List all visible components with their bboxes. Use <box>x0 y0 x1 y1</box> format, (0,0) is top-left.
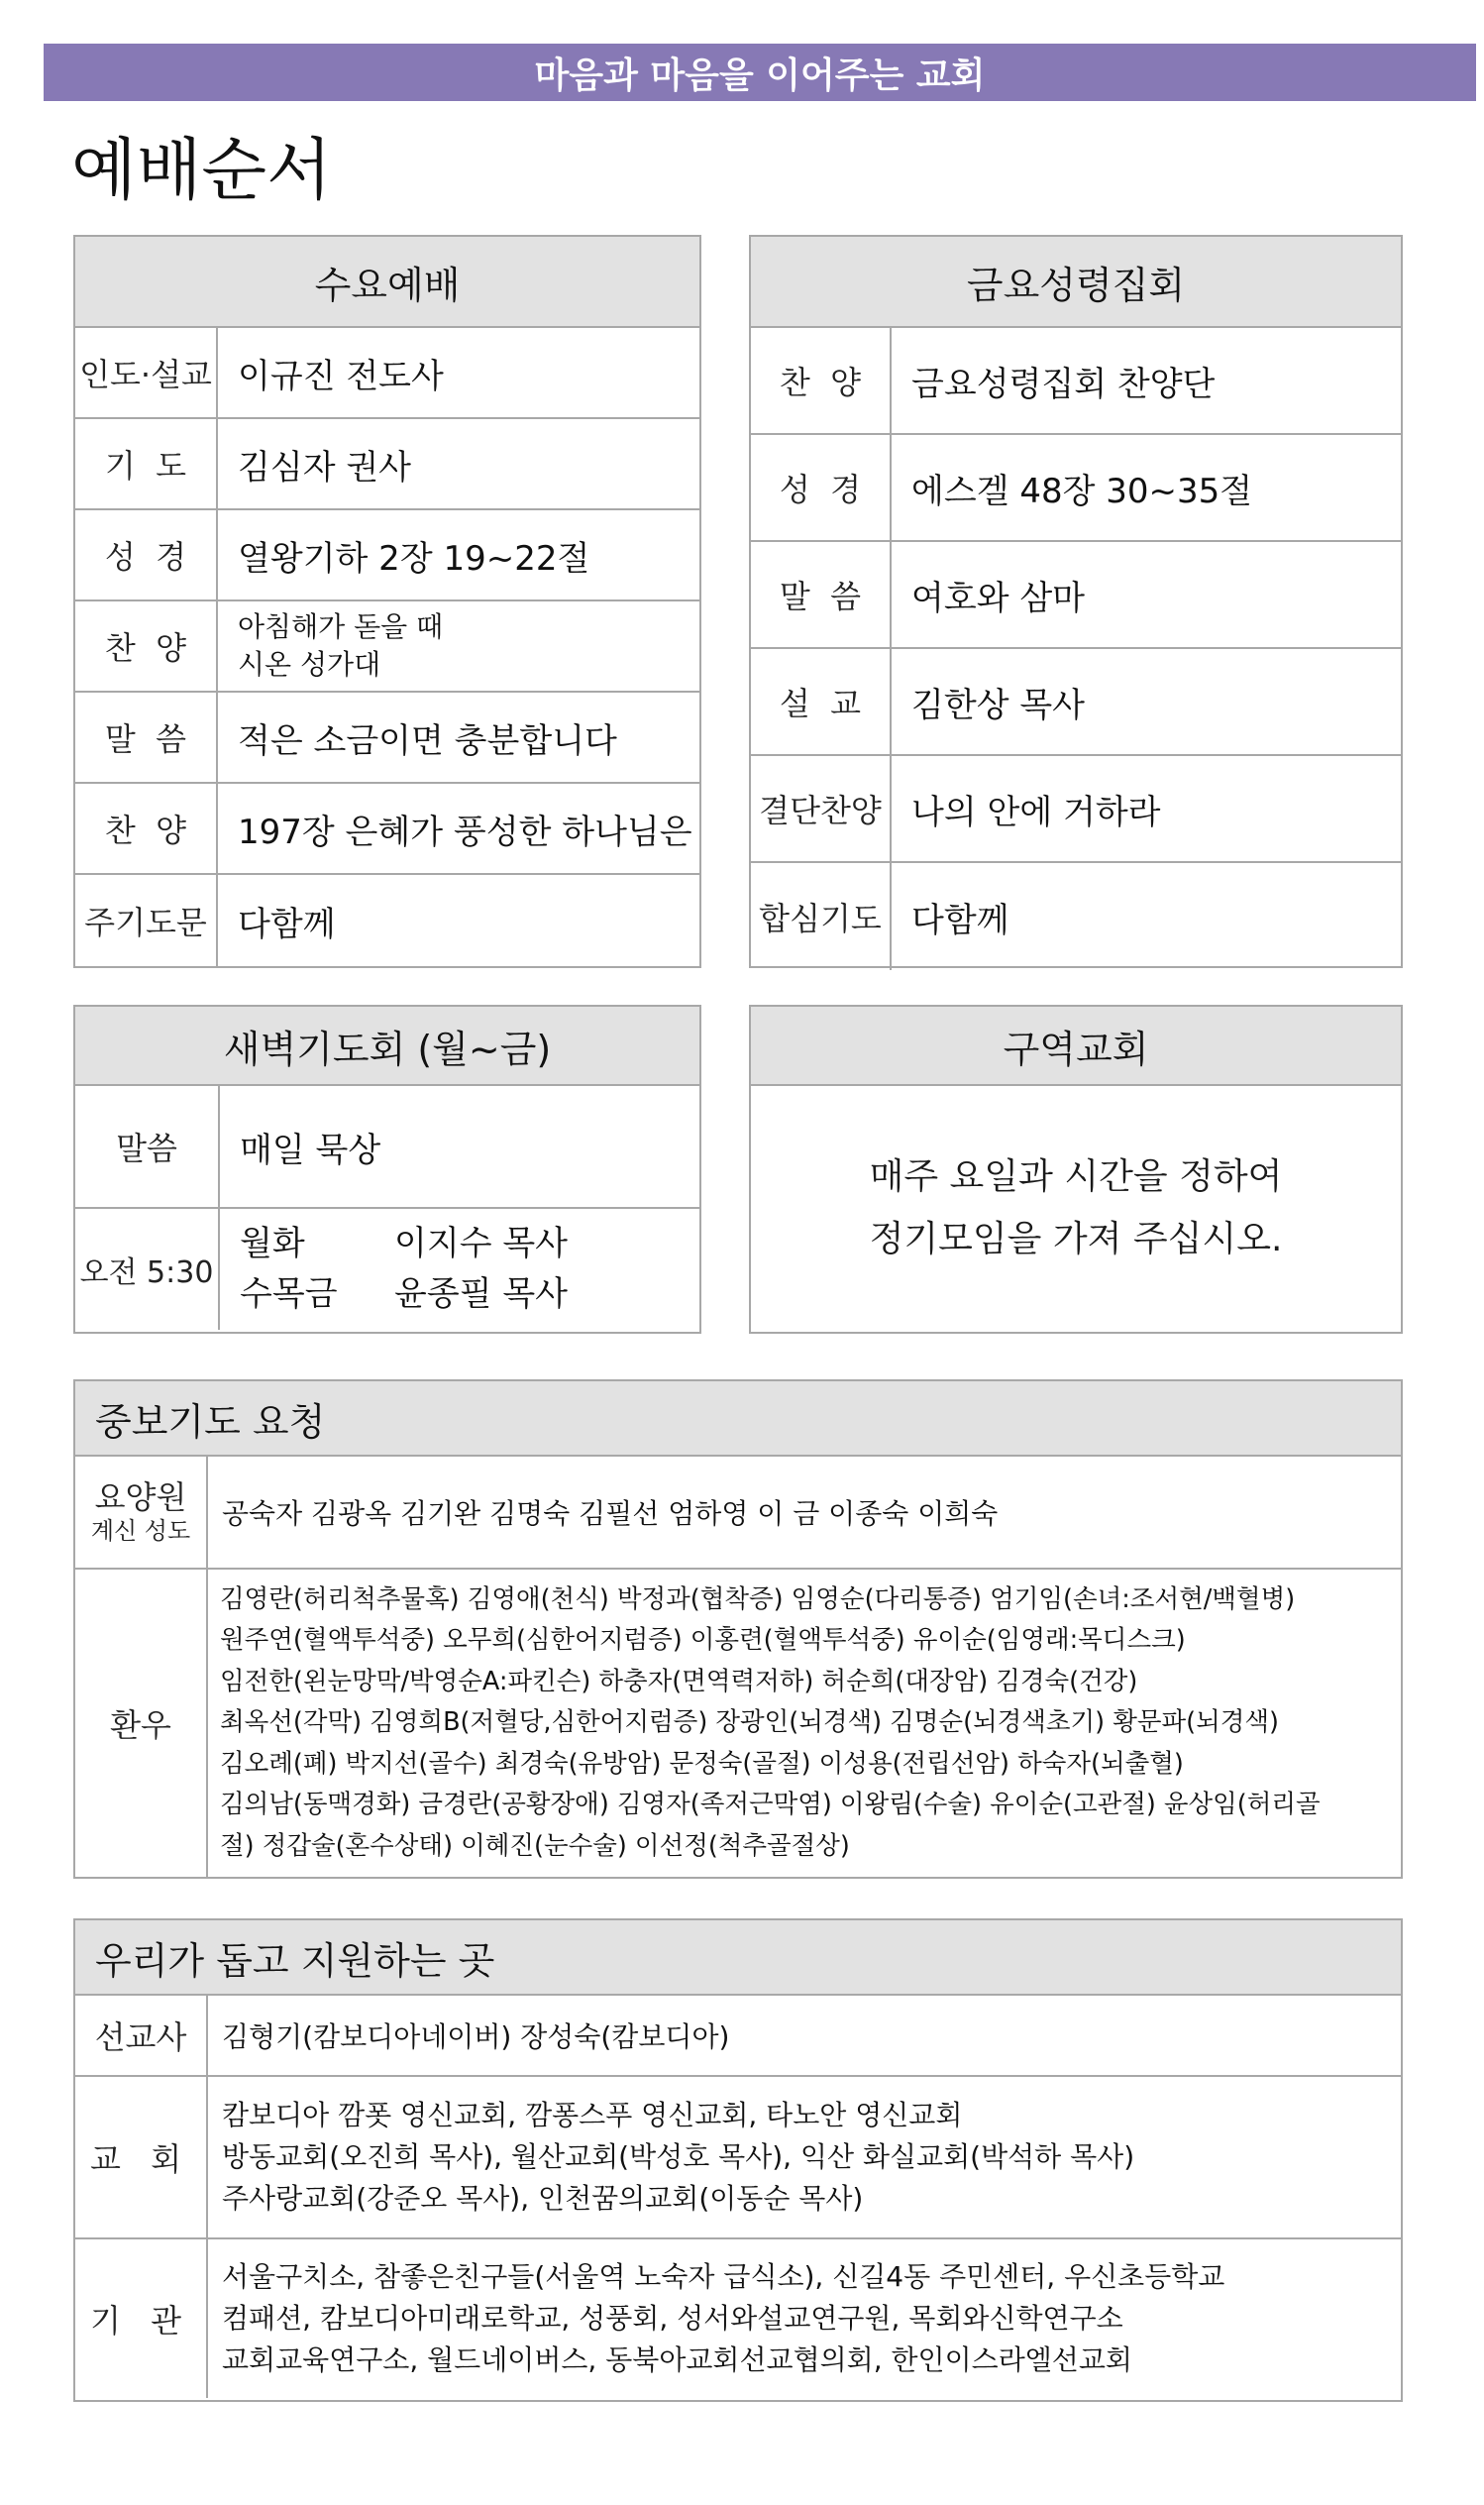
nursing-names: 공숙자 김광옥 김기완 김명숙 김필선 엄하영 이 금 이종숙 이희숙 <box>222 1497 999 1530</box>
service-row-value: 에스겔 48장 30~35절 <box>911 471 1253 511</box>
nursing-label-main: 요양원 <box>94 1478 187 1517</box>
service-row-label: 찬 양 <box>751 328 892 433</box>
wednesday-service-box <box>73 235 701 968</box>
church-row <box>75 2077 1401 2239</box>
service-row-label: 말 씀 <box>75 693 218 782</box>
friday-service-box <box>749 235 1403 968</box>
dawn-days: 월화 <box>240 1224 305 1263</box>
nursing-label-sub: 계신 성도 <box>90 1516 191 1545</box>
service-row-label: 말 씀 <box>751 542 892 647</box>
service-row-value: 197장 은혜가 풍성한 하나님은 <box>238 812 692 852</box>
service-row <box>75 419 699 510</box>
dawn-word-row <box>75 1086 699 1209</box>
service-row <box>751 542 1401 649</box>
patients-list <box>208 1570 1330 1877</box>
service-row <box>75 693 699 784</box>
dawn-leader: 이지수 목사 <box>394 1224 569 1263</box>
dawn-leader: 윤종필 목사 <box>394 1274 569 1314</box>
dawn-time-row <box>75 1209 699 1330</box>
prayer-title: 중보기도 요청 <box>75 1381 1401 1457</box>
page-title: 예배순서 <box>71 132 332 210</box>
dawn-schedule-row <box>240 1269 568 1320</box>
dawn-prayer-box <box>73 1005 701 1334</box>
service-row-label: 성 경 <box>751 435 892 540</box>
service-row-value: 열왕기하 2장 19~22절 <box>238 538 590 579</box>
org-row <box>75 2239 1401 2398</box>
missionary-value: 김형기(캄보디아네이버) 장성숙(캄보디아) <box>222 2020 730 2053</box>
support-title: 우리가 돕고 지원하는 곳 <box>75 1920 1401 1996</box>
friday-title: 금요성령집회 <box>751 237 1401 328</box>
text-line: 절) 정갑술(혼수상태) 이혜진(눈수술) 이선정(척추골절상) <box>220 1830 850 1861</box>
service-row-label: 합심기도 <box>751 863 892 970</box>
text-line: 컴패션, 캄보디아미래로학교, 성풍회, 성서와설교연구원, 목회와신학연구소 <box>222 2302 1123 2335</box>
service-row <box>75 328 699 419</box>
church-label: 교 회 <box>75 2077 208 2237</box>
service-row-value: 다함께 <box>911 900 1009 940</box>
text-line: 주사랑교회(강준오 목사), 인천꿈의교회(이동순 목사) <box>222 2182 864 2215</box>
dawn-schedule <box>220 1209 568 1330</box>
service-row <box>75 875 699 966</box>
service-row-label: 찬 양 <box>75 784 218 873</box>
text-line: 방동교회(오진희 목사), 월산교회(박성호 목사), 익산 화실교회(박석하 목사) <box>222 2140 1135 2173</box>
text-line: 김오례(폐) 박지선(골수) 최경숙(유방암) 문정숙(골절) 이성용(전립선암) 하숙자(뇌출혈) <box>220 1748 1184 1779</box>
text-line: 임전한(왼눈망막/박영순A:파킨슨) 하충자(면역력저하) 허순희(대장암) 김경숙(건강) <box>220 1666 1138 1696</box>
nursing-label <box>75 1457 208 1568</box>
service-row <box>751 649 1401 756</box>
service-row <box>751 435 1401 542</box>
service-row-value: 나의 안에 거하라 <box>911 792 1161 832</box>
dawn-time-label: 오전 5:30 <box>75 1209 220 1330</box>
prayer-request-box <box>73 1379 1403 1879</box>
text-line: 원주연(혈액투석중) 오무희(심한어지럼증) 이홍련(혈액투석중) 유이순(임영래:목디스크) <box>220 1625 1186 1656</box>
dawn-days: 수목금 <box>240 1274 338 1314</box>
missionary-row <box>75 1996 1401 2077</box>
service-row <box>75 510 699 601</box>
service-row-value-line: 시온 성가대 <box>238 648 381 681</box>
wednesday-title: 수요예배 <box>75 237 699 328</box>
service-row-value: 금요성령집회 찬양단 <box>911 364 1216 404</box>
dawn-word-label: 말씀 <box>75 1086 220 1207</box>
district-church-box <box>749 1005 1403 1334</box>
service-row-label: 찬 양 <box>75 601 218 691</box>
org-list <box>208 2239 1224 2398</box>
district-line: 정기모임을 가져 주십시오. <box>869 1219 1283 1259</box>
service-row-value: 다함께 <box>238 904 336 944</box>
text-line: 서울구치소, 참좋은친구들(서울역 노숙자 급식소), 신길4동 주민센터, 우신초등학교 <box>222 2260 1225 2293</box>
service-row-value: 여호와 삼마 <box>911 578 1086 618</box>
church-list <box>208 2077 1134 2237</box>
dawn-word-value: 매일 묵상 <box>240 1130 381 1170</box>
service-row-label: 성 경 <box>75 510 218 599</box>
service-row-label: 결단찬양 <box>751 756 892 861</box>
org-label: 기 관 <box>75 2239 208 2398</box>
service-row <box>751 328 1401 435</box>
missionary-label: 선교사 <box>75 1996 208 2075</box>
service-row-value: 이규진 전도사 <box>238 356 444 396</box>
service-row-value: 김한상 목사 <box>911 685 1086 725</box>
dawn-title: 새벽기도회 (월~금) <box>75 1007 699 1086</box>
text-line: 교회교육연구소, 월드네이버스, 동북아교회선교협의회, 한인이스라엘선교회 <box>222 2343 1132 2376</box>
text-line: 김영란(허리척추물혹) 김영애(천식) 박정과(협착증) 임영순(다리통증) 엄기임(손녀:조서현/백혈병) <box>220 1583 1296 1614</box>
text-line: 김의남(동맥경화) 금경란(공황장애) 김영자(족저근막염) 이왕림(수술) 유이순(고관절) 윤상임(허리골 <box>220 1790 1321 1820</box>
service-row <box>751 863 1401 970</box>
service-row <box>75 784 699 875</box>
service-row-value: 적은 소금이면 충분합니다 <box>238 720 617 761</box>
service-row <box>75 601 699 693</box>
text-line: 최옥선(각막) 김영희B(저혈당,심한어지럼증) 장광인(뇌경색) 김명순(뇌경색초기) 황문파(뇌경색) <box>220 1707 1279 1738</box>
nursing-row <box>75 1457 1401 1570</box>
service-row-value <box>218 601 443 691</box>
text-line: 캄보디아 깜폿 영신교회, 깜퐁스푸 영신교회, 타노안 영신교회 <box>222 2099 963 2131</box>
service-row-label: 주기도문 <box>75 875 218 966</box>
header-banner: 마음과 마음을 이어주는 교회 <box>44 44 1476 101</box>
service-row <box>751 756 1401 863</box>
service-row-label: 설 교 <box>751 649 892 754</box>
district-message <box>751 1086 1401 1330</box>
dawn-schedule-row <box>240 1219 568 1269</box>
service-row-value: 김심자 권사 <box>238 447 412 488</box>
service-row-label: 기 도 <box>75 419 218 508</box>
patients-label: 환우 <box>75 1570 208 1877</box>
support-box <box>73 1918 1403 2402</box>
service-row-label: 인도·설교 <box>75 328 218 417</box>
district-line: 매주 요일과 시간을 정하여 <box>869 1156 1283 1197</box>
service-row-value-line: 아침해가 돋을 때 <box>238 610 444 644</box>
patients-row <box>75 1570 1401 1877</box>
district-title: 구역교회 <box>751 1007 1401 1086</box>
